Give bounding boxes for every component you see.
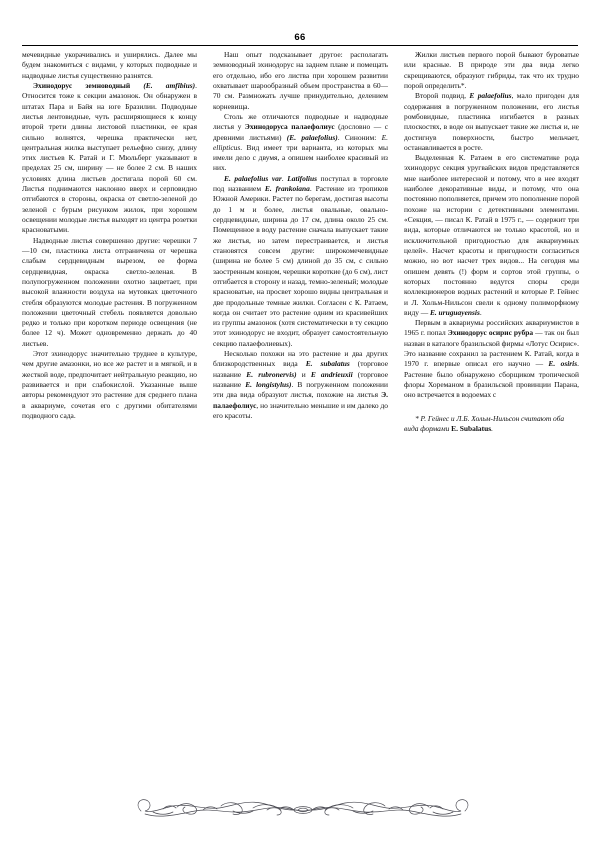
text-run: E. osiris — [548, 359, 578, 369]
text-run: Надводные листья совершенно другие: черешки 7—10 см, пластинка листа отграничена от черешка слабым сердцевидным вырезом, ее форма сердцевидная, окраска светло-зеленая. В полупогруженном положении охотно зацветает, при высокой влажности воздуха на мутовках цветочного стебля образуются молодые растения. В погруженном положении цветочный стебель появляется довольно редко и только при коротком периоде освещения (не более 12 ч). Может одновременно держать до 40 листьев. — [22, 235, 197, 348]
text-run: * Р. Гейнес и Л.Б. Хольм-Нильсон считают оба вида формами — [404, 413, 565, 434]
text-run: (E. palaefolius) — [286, 132, 338, 142]
body-paragraph — [22, 50, 197, 81]
body-paragraph — [404, 91, 579, 153]
body-paragraph — [213, 50, 388, 112]
text-run: Несколько похожи на это растение и два других близкородственных вида — [213, 349, 388, 369]
body-paragraph — [22, 236, 197, 349]
header-rule — [22, 45, 578, 46]
text-run: поступал в торговле под названием — [213, 173, 388, 194]
text-run: . Растение было обнаружено сборщиком тропической флоры Хореманом в бразильской провинции Парана, оно встречается в водоемах с — [404, 359, 579, 400]
text-run: Второй подвид, — [415, 91, 470, 101]
column-left — [22, 50, 197, 421]
text-run: E andrieuxii — [310, 369, 353, 379]
text-run: (E. amfibius) — [143, 80, 196, 90]
text-run: . — [281, 173, 288, 183]
footnote-text — [404, 414, 579, 435]
column-right — [404, 50, 579, 434]
body-paragraph — [404, 318, 579, 401]
text-run: , но значительно меньшие и им далеко до его красоты. — [213, 400, 388, 420]
text-run: . В погруженном положении эти два вида образуют листья, похожие на листья — [213, 380, 388, 400]
text-run: Latifolius — [287, 173, 318, 183]
text-run: Выделенная К. Ратаем в его систематике рода эхинодорус секция уругвайских видов представляется мне наиболее интересной и потому, что в нее входят наиболее декоративные виды, и потому, что она постоянно пополняется, причем это пополнение порой похоже на истории с детективными элементами. «Секция, — писал К. Ратай в 1975 г., — содержит три вида, которые отличаются не только красотой, но и исключительной пригодностью для аквариумных целей». Насчет красоты и пригодности согласиться можно, но вот насчет трех видов... На сегодня мы опишем девять (!) форм и сортов этой группы, о которых постоянно ведутся споры среди коллекционеров водных растений и которые Р. Гейнес и Л. Хольм-Нильсон свели к одному полиморфному виду — — [404, 153, 579, 317]
text-run: Первым в аквариумы российских аквариумистов в 1965 г. попал — [404, 318, 579, 338]
text-run: Э. палаефолиус — [213, 390, 388, 410]
text-run: (торговое название — [213, 359, 389, 379]
text-run: Жилки листьев первого порой бывают буроватые или красные. В природе эти два вида легко скрещиваются, образуют гибриды, так что их трудно порой определить*. — [404, 50, 579, 90]
decorative-flourish-ornament — [133, 786, 473, 832]
body-paragraph — [404, 50, 579, 91]
body-paragraph — [213, 174, 388, 349]
page-number: 66 — [294, 32, 306, 43]
text-run: E. frankoiana — [264, 184, 310, 194]
text-run: E. longistylus) — [245, 380, 292, 389]
text-run: Наш опыт подсказывает другое: располагать земноводный эхинодорус на заднем плане и помещать его отдельно, ибо его листва при хорошем развитии охватывает шарообразный объем пространства в 60—70 см. Размножать лучше принудительно, делением корневища. — [213, 50, 388, 111]
text-columns — [22, 50, 578, 434]
text-run: E. uruguayensis — [429, 307, 480, 317]
text-run: Эхинодорус земноводный — [33, 80, 144, 90]
text-run: , мало пригоден для содержания в погруженном положении, его листья ромбовидные, пластинка изгибается в разных плоскостях, в воде он выпускает такие же листья и, не достигнув поверхности, быстро мельчает, останавливается в росте. — [404, 91, 579, 152]
text-run: Эхинодоруса палаефолиус — [244, 122, 335, 132]
text-run: . — [479, 307, 482, 317]
text-run: E. subalatus — [305, 359, 350, 369]
body-paragraph — [22, 81, 197, 236]
text-run: Этот эхинодорус значительно труднее в культуре, чем другие амазонки, но все же растет и в мягкой, и в жесткой воде, предпочитает нейтральную реакцию, но развивается и при слабокислой. Указанные выше авторы рекомендуют это растение для среднего плана в аквариуме, сочетая его с другими обитателями подводного сада. — [22, 349, 197, 420]
text-run: . Растение из тропиков Южной Америки. Растет по берегам, достигая высоты до 1 м и более, листья овальные, овально-сердцевидные, ширина до 17 см, длина около 25 см. Помещенное в воду растение сначала выпускает такие же листья, но затем перестраивается, и листья становятся совсем другие: широкомечевидные (ширина не более 5 см) длиной до 35 см, с сильно заостренным концом, черешки короткие (до 6 см), лист отгибается в сторону и назад, темно-зеленый; молодые красноватые, на просвет хорошо видны центральная и две продольные темные жилки. Согласен с К. Ратаем, когда он считает это растение одним из красивейших из группы амазонок (хотя систематически в ту секцию этот эхинодорус не входит, образует самостоятельную секцию палаефолиевых). — [213, 184, 388, 348]
text-run: Эхинодорус осирис рубра — [447, 328, 534, 338]
column-middle — [213, 50, 388, 421]
text-run: Столь же отличаются подводные и надводные листья у — [213, 111, 388, 132]
text-run: . Синоним: — [337, 132, 382, 142]
text-run: и — [296, 369, 311, 379]
body-paragraph — [22, 349, 197, 421]
text-run: E. palaefolius var — [224, 173, 282, 183]
text-run: (дословно — с древними листьями) — [213, 122, 389, 142]
footnote — [404, 414, 579, 435]
text-run: мечевидные укорачивались и уширялись. Далее мы будем знакомиться с видами, у которых подводные и надводные листья существенно разнятся. — [22, 50, 197, 80]
text-run: . — [491, 424, 494, 434]
text-run: E palaefolius — [469, 91, 512, 101]
body-paragraph — [213, 112, 388, 174]
text-run: . Относится тоже к секции амазонок. Он обнаружен в штатах Пара и Байя на юге Бразилии. Подводные листья лентовидные, чуть расширяющиеся к концу второй трети длины листовой пластинки, ее края сильно волнятся, черешка практически нет, центральная жилка выступает рельефно снизу, длину этих листьев К. Ратай и Г. Мюльберг указывают в пределах 25 см, ширину — не более 2 см. В наших условиях длина листьев достигала порой 60 см. Листья поднимаются наклонно вверх и серповидно отгибаются в стороны, окраска от светло-зеленой до зеленой с бурым рисунком жилок, при хорошем освещении молодые листья выходят из центра розетки красноватыми. — [22, 80, 197, 235]
text-run: . Вид имеет три варианта, из которых мы имели дело с двумя, а опишем наиболее красивый из них. — [213, 142, 388, 173]
body-paragraph — [404, 153, 579, 318]
text-run: (торговое название — [213, 369, 388, 389]
text-run: E. Subalatus — [451, 424, 492, 434]
text-run: — так он был назван в каталоге бразильской фирмы «Лотус Осирис». Это название сохранил за растением К. Ратай, когда в 1970 г. впервые описал его научно — — [404, 328, 579, 369]
text-run: E. ellipticus — [213, 132, 389, 152]
body-paragraph — [213, 349, 388, 421]
text-run: E. rubronervis) — [246, 369, 297, 379]
page-header — [22, 32, 578, 46]
